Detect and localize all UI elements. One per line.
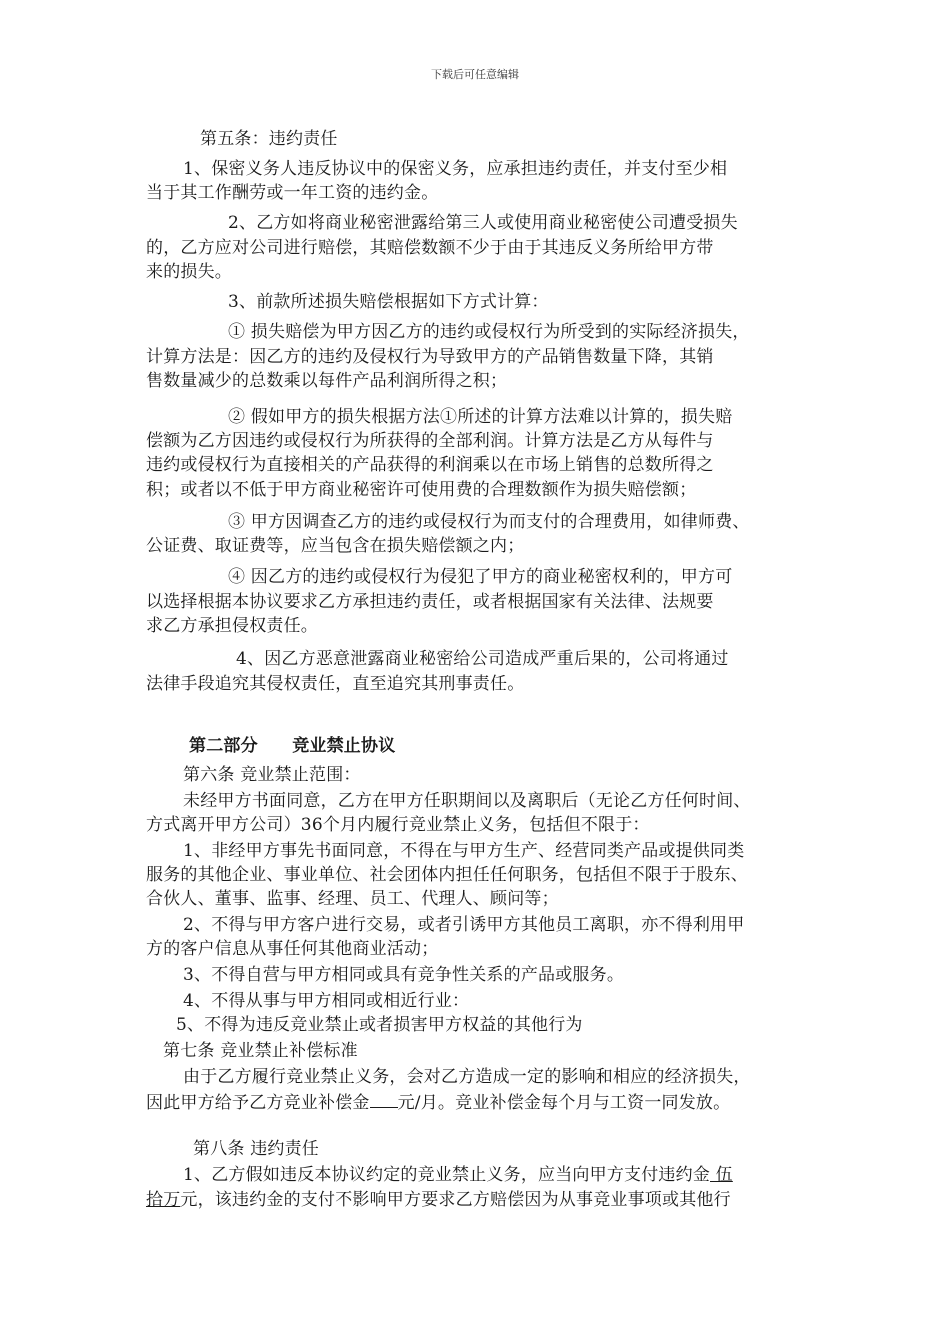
article-5-title: 第五条：违约责任 — [200, 129, 338, 149]
art6-item2-line-1: 2、不得与甲方客户进行交易，或者引诱甲方其他员工离职，亦不得利用甲 — [183, 915, 745, 935]
art5-c2-line-2: 偿额为乙方因违约或侵权行为所获得的全部利润。计算方法是乙方从每件与 — [146, 431, 714, 451]
art5-c2-line-3: 违约或侵权行为直接相关的产品获得的利润乘以在市场上销售的总数所得之 — [146, 455, 714, 475]
penalty-amount-part-1: 伍 — [710, 1165, 733, 1185]
art7-line-2-text: 因此甲方给予乙方竞业补偿金 — [146, 1093, 370, 1113]
art5-p4-line-1: 4、因乙方恶意泄露商业秘密给公司造成严重后果的，公司将通过 — [236, 649, 729, 669]
art5-c1-line-3: 售数量减少的总数乘以每件产品利润所得之积； — [146, 371, 508, 391]
art6-intro-line-2: 方式离开甲方公司）36个月内履行竞业禁止义务，包括但不限于： — [146, 815, 650, 835]
part-2-heading: 第二部分 竞业禁止协议 — [189, 736, 396, 756]
art5-p1-line-1: 1、保密义务人违反协议中的保密义务，应承担违约责任，并支付至少相 — [183, 159, 728, 179]
art8-line-1 — [183, 1164, 733, 1186]
art5-c3-line-2: 公证费、取证费等，应当包含在损失赔偿额之内； — [146, 536, 525, 556]
art7-line-1: 由于乙方履行竞业禁止义务，会对乙方造成一定的影响和相应的经济损失， — [183, 1067, 751, 1087]
art8-line-2 — [146, 1189, 731, 1211]
art5-p1-line-2: 当于其工作酬劳或一年工资的违约金。 — [146, 183, 439, 203]
page-header: 下载后可任意编辑 — [431, 68, 519, 81]
art6-item3: 3、不得自营与甲方相同或具有竞争性关系的产品或服务。 — [183, 965, 625, 985]
art5-p3: 3、前款所述损失赔偿根据如下方式计算： — [228, 292, 549, 312]
art7-line-2 — [146, 1090, 730, 1114]
art5-c2-line-1: ② 假如甲方的损失根据方法①所述的计算方法难以计算的，损失赔 — [228, 407, 733, 427]
art6-item1-line-3: 合伙人、董事、监事、经理、员工、代理人、顾问等； — [146, 889, 559, 909]
art7-line-2-rest: 元/月。竞业补偿金每个月与工资一同发放。 — [397, 1093, 731, 1113]
art5-c1-line-2: 计算方法是：因乙方的违约及侵权行为导致甲方的产品销售数量下降，其销 — [146, 347, 714, 367]
art5-c1-line-1: ① 损失赔偿为甲方因乙方的违约或侵权行为所受到的实际经济损失， — [228, 322, 750, 342]
art8-line-1-text: 1、乙方假如违反本协议约定的竞业禁止义务，应当向甲方支付违约金 — [183, 1165, 711, 1185]
art5-c2-line-4: 积；或者以不低于甲方商业秘密许可使用费的合理数额作为损失赔偿额； — [146, 480, 697, 500]
art5-p2-line-1: 2、乙方如将商业秘密泄露给第三人或使用商业秘密使公司遭受损失 — [228, 213, 738, 233]
art6-item1-line-1: 1、非经甲方事先书面同意，不得在与甲方生产、经营同类产品或提供同类 — [183, 841, 745, 861]
art8-line-2-text: 元，该违约金的支付不影响甲方要求乙方赔偿因为从事竞业事项或其他行 — [180, 1190, 731, 1210]
compensation-amount-blank — [370, 1090, 398, 1108]
article-8-title: 第八条 违约责任 — [193, 1139, 320, 1159]
art6-item2-line-2: 方的客户信息从事任何其他商业活动； — [146, 939, 439, 959]
art5-c4-line-3: 求乙方承担侵权责任。 — [146, 616, 318, 636]
art6-item1-line-2: 服务的其他企业、事业单位、社会团体内担任任何职务，包括但不限于于股东、 — [146, 865, 748, 885]
art6-item5: 5、不得为违反竞业禁止或者损害甲方权益的其他行为 — [176, 1015, 583, 1035]
art5-c3-line-1: ③ 甲方因调查乙方的违约或侵权行为而支付的合理费用，如律师费、 — [228, 512, 750, 532]
penalty-amount-part-2: 拾万 — [146, 1190, 181, 1210]
article-6-title: 第六条 竞业禁止范围： — [183, 765, 361, 785]
art5-c4-line-2: 以选择根据本协议要求乙方承担违约责任，或者根据国家有关法律、法规要 — [146, 592, 714, 612]
article-7-title: 第七条 竞业禁止补偿标准 — [163, 1041, 358, 1061]
art5-c4-line-1: ④ 因乙方的违约或侵权行为侵犯了甲方的商业秘密权利的，甲方可 — [228, 567, 733, 587]
art5-p2-line-2: 的，乙方应对公司进行赔偿，其赔偿数额不少于由于其违反义务所给甲方带 — [146, 238, 714, 258]
art5-p2-line-3: 来的损失。 — [146, 262, 232, 282]
art6-item4: 4、不得从事与甲方相同或相近行业： — [183, 991, 470, 1011]
art5-p4-line-2: 法律手段追究其侵权责任，直至追究其刑事责任。 — [146, 674, 525, 694]
art6-intro-line-1: 未经甲方书面同意，乙方在甲方任职期间以及离职后（无论乙方任何时间、 — [183, 791, 751, 811]
